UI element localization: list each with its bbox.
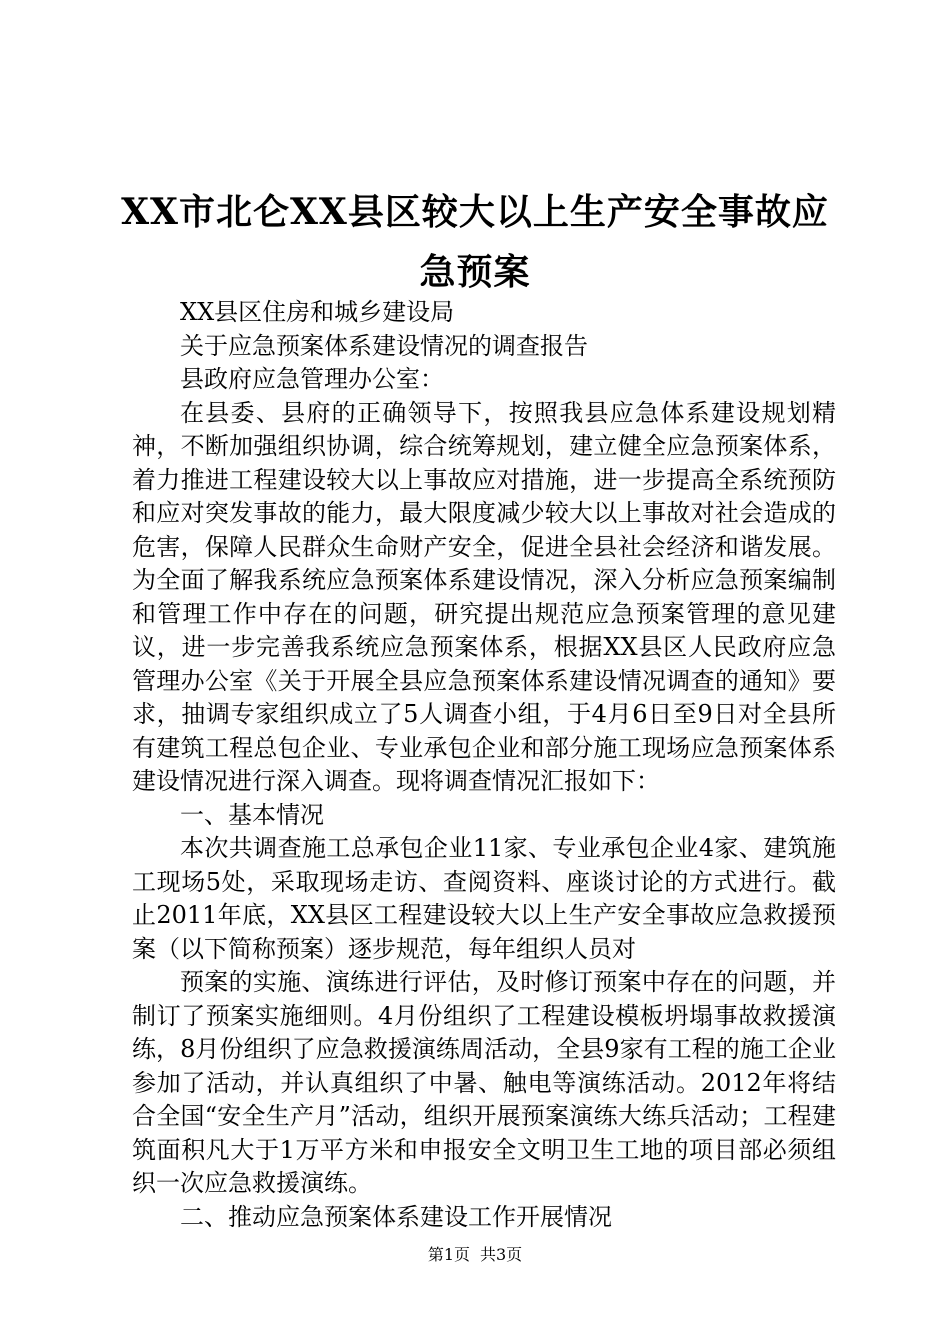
addressee-line: 县政府应急管理办公室：: [180, 365, 444, 393]
section-heading-progress: 二、推动应急预案体系建设工作开展情况: [180, 1202, 612, 1231]
page-total: 共3页: [480, 1245, 523, 1264]
issuer-line: XX县区住房和城乡建设局: [180, 298, 455, 326]
basic-situation-paragraph: 本次共调查施工总承包企业11家、专业承包企业4家、建筑施工现场5处，采取现场走访、查阅资料、座谈讨论的方式进行。截止2011年底，XX县区工程建设较大以上生产安全事故应急救援预案（以下简称预案）逐步规范，每年组织人员对: [132, 834, 836, 963]
intro-paragraph: 在县委、县府的正确领导下，按照我县应急体系建设规划精神，不断加强组织协调，综合统筹规划，建立健全应急预案体系，着力推进工程建设较大以上事故应对措施，进一步提高全系统预防和应对突发事故的能力，最大限度减少较大以上事故对社会造成的危害，保障人民群众生命财产安全，促进全县社会经济和谐发展。为全面了解我系统应急预案体系建设情况，深入分析应急预案编制和管理工作中存在的问题，研究提出规范应急预案管理的意见建议，进一步完善我系统应急预案体系，根据XX县区人民政府应急管理办公室《关于开展全县应急预案体系建设情况调查的通知》要求，抽调专家组织成立了5人调查小组，于4月6日至9日对全县所有建筑工程总包企业、专业承包企业和部分施工现场应急预案体系建设情况进行深入调查。现将调查情况汇报如下：: [132, 398, 836, 795]
plan-evaluation-paragraph: 预案的实施、演练进行评估，及时修订预案中存在的问题，并制订了预案实施细则。4月份组织了工程建设模板坍塌事故救援演练，8月份组织了应急救援演练周活动，全县9家有工程的施工企业参加了活动，并认真组织了中暑、触电等演练活动。2012年将结合全国“安全生产月”活动，组织开展预案演练大练兵活动；工程建筑面积凡大于1万平方米和申报安全文明卫生工地的项目部必须组织一次应急救援演练。: [132, 968, 836, 1197]
document-title: XX市北仑XX县区较大以上生产安全事故应急预案: [121, 191, 829, 293]
page-footer: [0, 1245, 950, 1265]
document-body: [132, 296, 836, 1234]
page-number: 第1页: [427, 1245, 470, 1264]
section-heading-basic: 一、基本情况: [180, 800, 324, 829]
report-subtitle: 关于应急预案体系建设情况的调查报告: [180, 331, 588, 360]
